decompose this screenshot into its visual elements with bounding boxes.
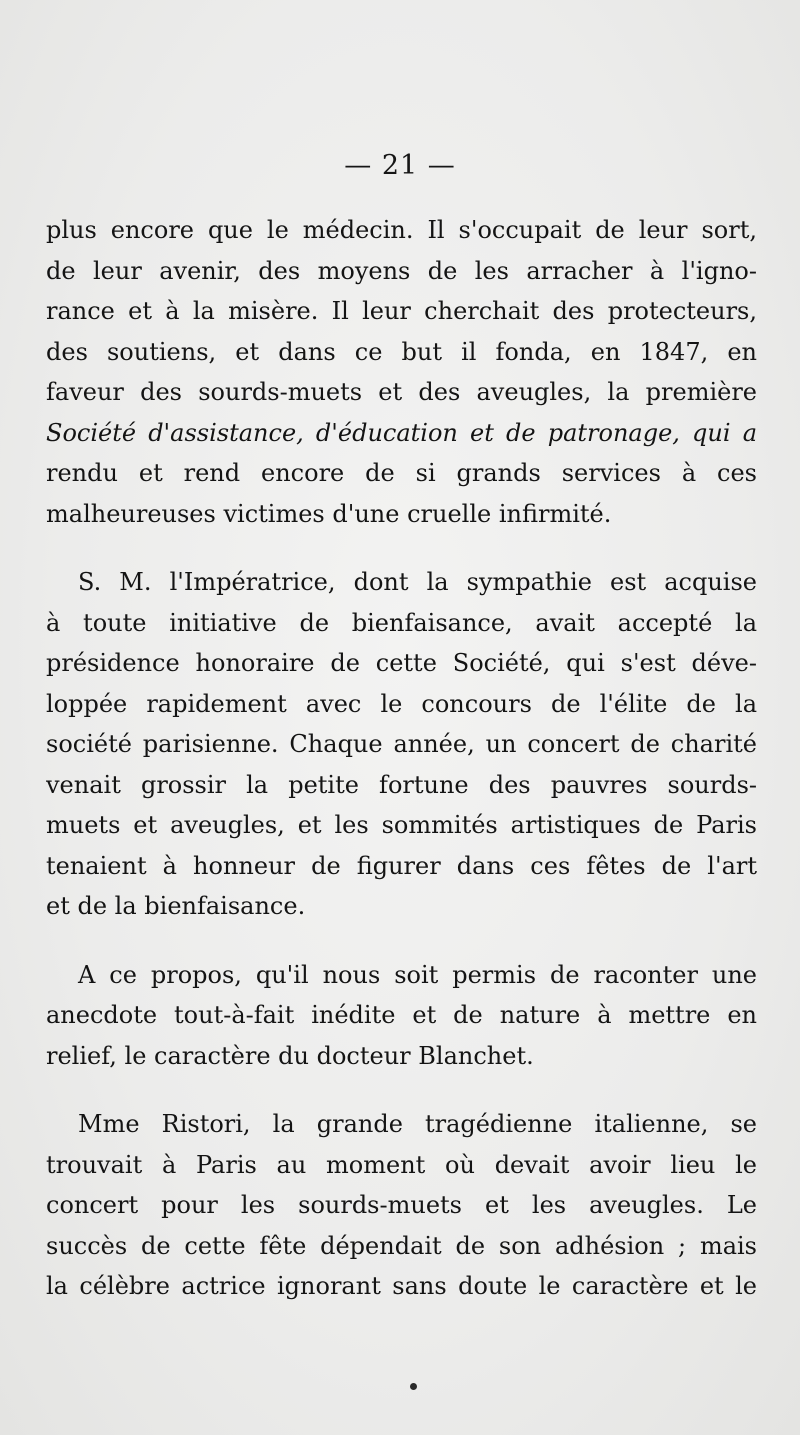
text-line: relief, le caractère du docteur Blanchet. [46, 1041, 534, 1070]
text-line: plus encore que le médecin. Il s'occupait de leur sort, [46, 216, 757, 244]
text-line: concert pour les sourds-muets et les aveugles. Le [46, 1191, 757, 1219]
text-line: des soutiens, et dans ce but il fonda, en 1847, en [46, 337, 757, 366]
text-line: trouvait à Paris au moment où devait avoir lieu le [46, 1150, 757, 1179]
italic-text: Société d'assistance, d'éducation et de patronage, qui a [46, 418, 757, 447]
text-line: A ce propos, qu'il nous soit permis de raconter une [78, 960, 757, 989]
text-line: société parisienne. Chaque année, un concert de charité [46, 730, 757, 758]
text-line: à toute initiative de bienfaisance, avait accepté la [46, 608, 757, 637]
text-line: et de la bienfaisance. [46, 892, 306, 920]
text-line: S. M. l'Impératrice, dont la sympathie est acquise [78, 568, 757, 596]
paragraph-1 [46, 210, 757, 534]
text-line: malheureuses victimes d'une cruelle infirmité. [46, 499, 612, 528]
text-line: tenaient à honneur de figurer dans ces fêtes de l'art [46, 851, 757, 880]
text-line: rance et à la misère. Il leur cherchait des protecteurs, [46, 297, 757, 325]
text-line: rendu et rend encore de si grands services à ces [46, 459, 757, 487]
text-line: la célèbre actrice ignorant sans doute le caractère et le [46, 1272, 757, 1300]
text-line: anecdote tout-à-fait inédite et de nature à mettre en [46, 1001, 757, 1029]
ink-speck [410, 1383, 417, 1390]
body-text [46, 210, 757, 1335]
text-line: faveur des sourds-muets et des aveugles, la première [46, 378, 757, 406]
text-line-italic [46, 413, 757, 454]
page-number: — 21 — [344, 150, 456, 181]
text-line: présidence honoraire de cette Société, qui s'est déve- [46, 649, 757, 677]
text-line: de leur avenir, des moyens de les arracher à l'igno- [46, 256, 757, 285]
text-line: venait grossir la petite fortune des pauvres sourds- [46, 770, 757, 799]
paragraph-3 [46, 955, 757, 1077]
text-line: Mme Ristori, la grande tragédienne italienne, se [78, 1110, 757, 1138]
text-line: loppée rapidement avec le concours de l'élite de la [46, 689, 757, 718]
paragraph-2 [46, 562, 757, 927]
text-line: muets et aveugles, et les sommités artistiques de Paris [46, 811, 757, 839]
paragraph-4 [46, 1104, 757, 1307]
text-line: succès de cette fête dépendait de son adhésion ; mais [46, 1231, 757, 1260]
